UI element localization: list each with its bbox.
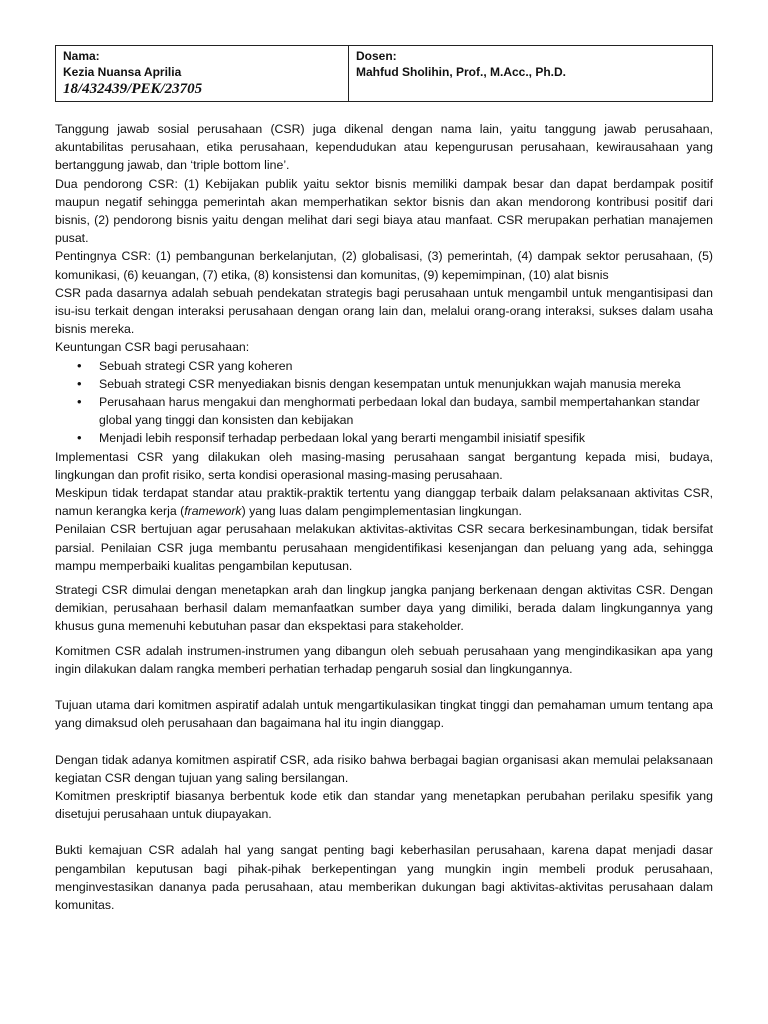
paragraph-assessment: Penilaian CSR bertujuan agar perusahaan melakukan aktivitas-aktivitas CSR secara berkesinambungan, tidak bersifat parsial. Penilaian CSR juga membantu perusahaan mengidentifikasi kesenjangan dan peluang yang ada, sehingga mampu memperbaiki kualitas pengambilan keputusan. bbox=[55, 522, 713, 573]
paragraph-framework bbox=[55, 484, 713, 520]
blank-line bbox=[55, 733, 713, 751]
list-item: • Perusahaan harus mengakui dan menghormati perbedaan lokal dan budaya, sambil mempertahankan standar global yang tinggi dan konsisten dan kebijakan bbox=[99, 393, 713, 429]
paragraph-strategy: Strategi CSR dimulai dengan menetapkan arah dan lingkup jangka panjang berkenaan dengan aktivitas CSR. Dengan demikian, perusahaan berhasil dalam memanfaatkan sumber daya yang dimiliki, berada dalam lingkungannya yang khusus guna memenuhi kebutuhan pasar dan ekspektasi para stakeholder. bbox=[55, 583, 713, 634]
paragraph-aspirational-risk: Dengan tidak adanya komitmen aspiratif CSR, ada risiko bahwa berbagai bagian organisasi akan memulai pelaksanaan kegiatan CSR dengan tujuan yang saling bersilangan. bbox=[55, 752, 713, 785]
list-item: • Sebuah strategi CSR yang koheren bbox=[99, 357, 713, 375]
lecturer-cell bbox=[349, 46, 712, 101]
framework-term: framework bbox=[184, 504, 242, 519]
benefits-title: Keuntungan CSR bagi perusahaan: bbox=[55, 340, 250, 355]
paragraph-csr-definition: Tanggung jawab sosial perusahaan (CSR) juga dikenal dengan nama lain, yaitu tanggung jawab perusahaan, akuntabilitas perusahaan, etika perusahaan, kependudukan atau kepengurusan perusahaan, kewirausahaan yang bertanggung jawab, dan ‘triple bottom line’. bbox=[55, 122, 713, 173]
student-id: 18/432439/PEK/23705 bbox=[63, 81, 203, 97]
list-item: • Menjadi lebih responsif terhadap perbedaan lokal yang berarti mengambil inisiatif spesifik bbox=[99, 429, 713, 447]
name-label: Nama: bbox=[63, 49, 100, 63]
paragraph-csr-strategic-approach: CSR pada dasarnya adalah sebuah pendekatan strategis bagi perusahaan untuk mengambil untuk mengantisipasi dan isu-isu terkait dengan interaksi perusahaan dengan orang lain dan, melalui orang-orang interaksi, sukses dalam usaha bisnis mereka. bbox=[55, 285, 713, 337]
student-name: Kezia Nuansa Aprilia bbox=[63, 65, 182, 79]
benefits-list bbox=[55, 357, 713, 448]
lecturer-label: Dosen: bbox=[356, 49, 397, 63]
lecturer-name: Mahfud Sholihin, Prof., M.Acc., Ph.D. bbox=[356, 65, 566, 79]
blank-line bbox=[55, 823, 713, 841]
framework-text-before: Meskipun tidak terdapat standar atau praktik-praktik tertentu yang dianggap terbaik dalam pelaksanaan aktivitas CSR, namun kerangka kerja ( bbox=[55, 486, 713, 519]
blank-line bbox=[55, 678, 713, 696]
paragraph-progress-evidence: Bukti kemajuan CSR adalah hal yang sangat penting bagi keberhasilan perusahaan, karena dapat menjadi dasar pengambilan keputusan bagi pihak-pihak berkepentingan yang mungkin ingin membeli produk perusahaan, menginvestasikan dananya pada perusahaan, atau memberikan dukungan bagi aktivitas-aktivitas perusahaan dalam komunitas. bbox=[55, 843, 713, 912]
paragraph-implementation: Implementasi CSR yang dilakukan oleh masing-masing perusahaan sangat bergantung kepada misi, budaya, lingkungan dan profit risiko, serta kondisi operasional masing-masing perusahaan. bbox=[55, 449, 713, 482]
paragraph-csr-importance: Pentingnya CSR: (1) pembangunan berkelanjutan, (2) globalisasi, (3) pemerintah, (4) dampak sektor perusahaan, (5) komunikasi, (6) keuangan, (7) etika, (8) konsistensi dan komunitas, (9) kepemimpinan, (10) alat bisnis bbox=[55, 249, 713, 282]
framework-text-after: ) yang luas dalam pengimplementasian lingkungan. bbox=[241, 504, 522, 519]
list-item: • Sebuah strategi CSR menyediakan bisnis dengan kesempatan untuk menunjukkan wajah manusia mereka bbox=[99, 375, 713, 393]
header-table bbox=[55, 45, 713, 102]
paragraph-prescriptive: Komitmen preskriptif biasanya berbentuk kode etik dan standar yang menetapkan perubahan perilaku spesifik yang disetujui perusahaan untuk diupayakan. bbox=[55, 788, 713, 822]
document-body bbox=[55, 120, 713, 914]
student-cell bbox=[56, 46, 349, 101]
paragraph-commitment: Komitmen CSR adalah instrumen-instrumen yang dibangun oleh sebuah perusahaan yang mengindikasikan apa yang ingin dilakukan dalam rangka memberi perhatian terhadap pengaruh sosial dan lingkungannya. bbox=[55, 643, 713, 676]
paragraph-csr-drivers: Dua pendorong CSR: (1) Kebijakan publik yaitu sektor bisnis memiliki dampak besar dan dapat berdampak positif maupun negatif sehingga pemerintah akan memperhatikan sektor bisnis dan akan mendorong kontribusi positif dari bisnis, (2) pendorong bisnis yaitu dengan melihat dari segi biaya atau manfaat. CSR merupakan perhatian manajemen pusat. bbox=[55, 176, 713, 246]
paragraph-aspirational-goal: Tujuan utama dari komitmen aspiratif adalah untuk mengartikulasikan tingkat tinggi dan pemahaman umum tentang apa yang dimaksud oleh perusahaan dan bagaimana hal itu ingin dianggap. bbox=[55, 698, 713, 731]
